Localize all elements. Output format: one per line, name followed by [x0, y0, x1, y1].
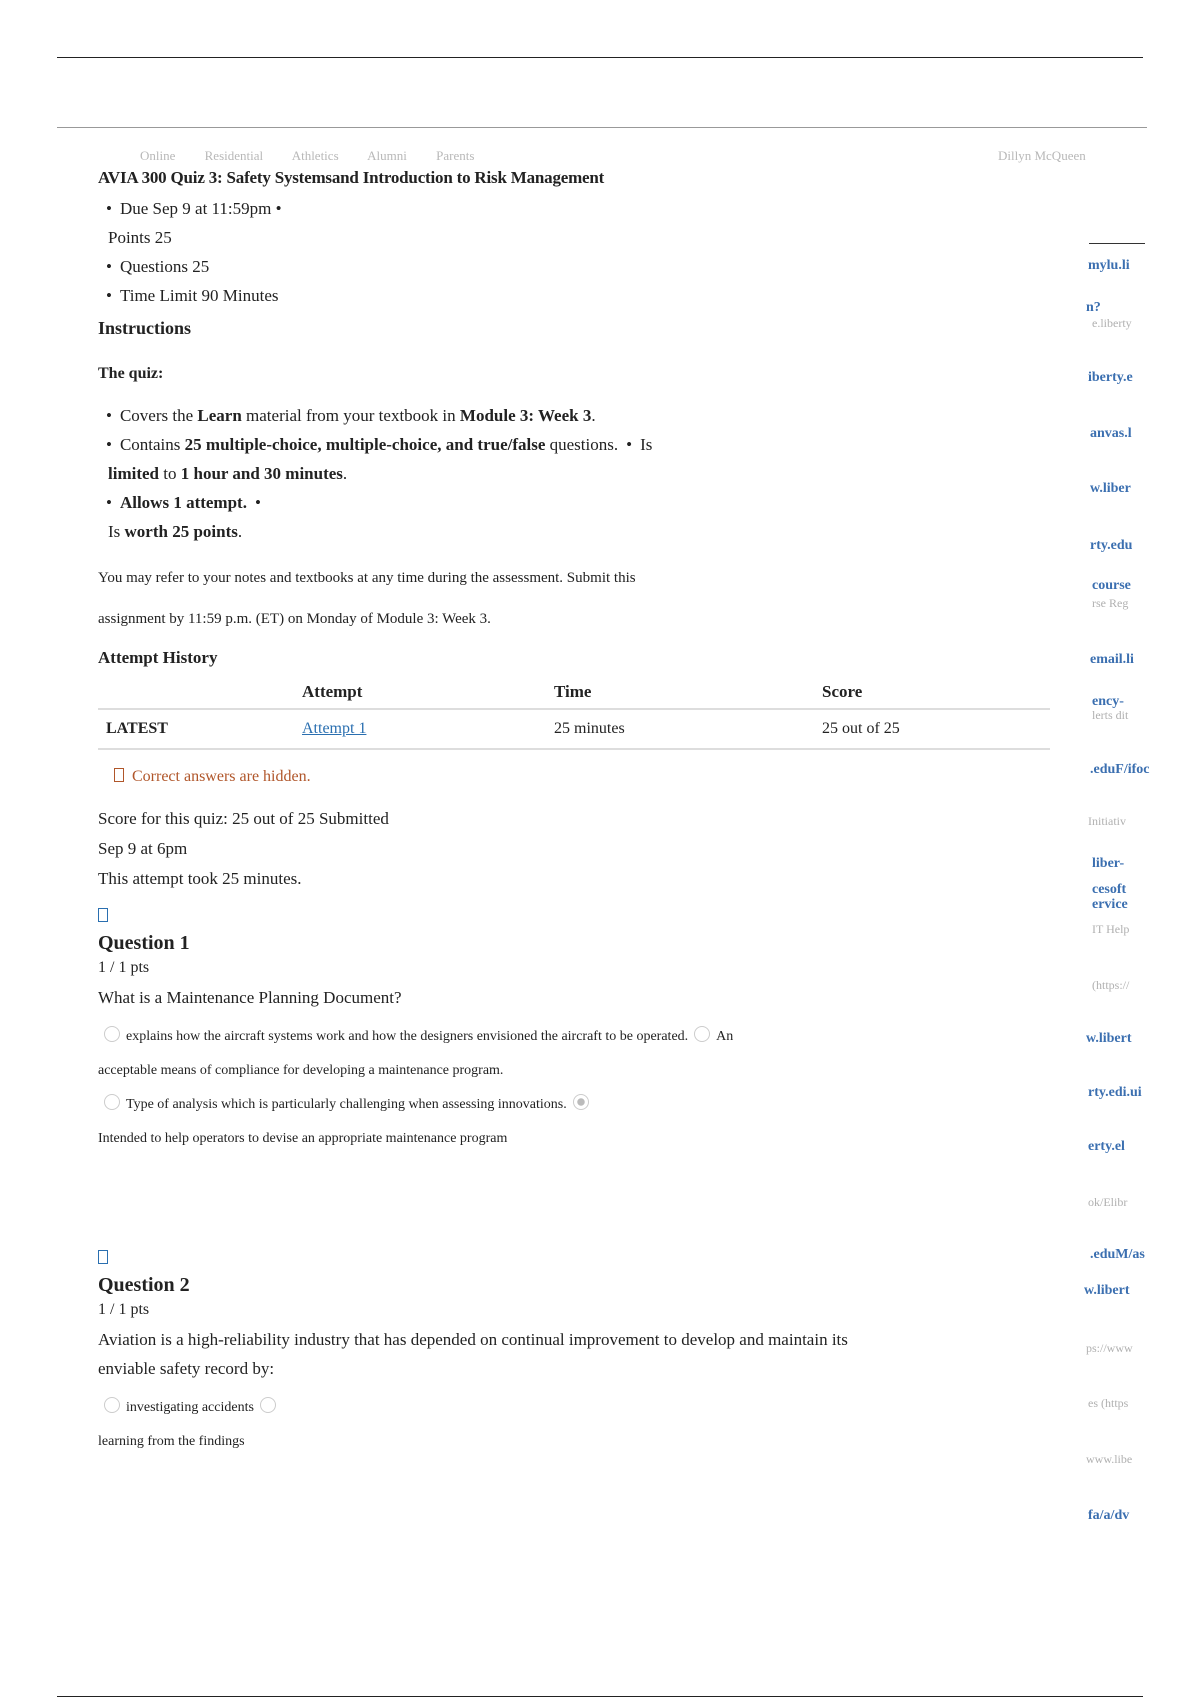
sidebar-link[interactable]: course: [1092, 578, 1131, 593]
sidebar-link: (https://: [1092, 978, 1130, 992]
answer-label: explains how the aircraft systems work and how the designers envisioned the aircraft to be operated.: [126, 1029, 689, 1044]
sidebar-link[interactable]: mylu.li: [1088, 258, 1130, 273]
answer-label: investigating accidents: [126, 1400, 254, 1415]
quiz-meta: [98, 194, 1058, 310]
answer-label: learning from the findings: [98, 1434, 245, 1449]
answer-label: An: [716, 1029, 734, 1044]
sidebar-link[interactable]: anvas.l: [1090, 426, 1132, 441]
top-nav: [140, 148, 500, 164]
score-summary: Score for this quiz: 25 out of 25 Submitted Sep 9 at 6pm This attempt took 25 minutes.: [98, 809, 389, 888]
sidebar-link: www.libe: [1086, 1452, 1133, 1466]
sidebar-link[interactable]: w.liber: [1090, 481, 1131, 496]
sidebar-link[interactable]: w.libert: [1086, 1031, 1132, 1046]
sidebar-link[interactable]: ervice: [1092, 897, 1128, 912]
flag-question-icon[interactable]: [98, 908, 108, 922]
attempt-link[interactable]: Attempt 1: [302, 720, 367, 737]
sidebar-link[interactable]: cesoft: [1092, 882, 1127, 897]
nav-parents[interactable]: Parents: [436, 148, 475, 163]
sidebar-link: IT Help: [1092, 922, 1130, 936]
answer-radio[interactable]: [104, 1026, 120, 1042]
time-limit: • Time Limit 90 Minutes: [98, 281, 1058, 310]
sidebar-link[interactable]: .eduM/as: [1090, 1247, 1145, 1262]
table-header-row: Attempt Time Score: [98, 678, 1050, 709]
sidebar-link: ps://www: [1086, 1341, 1133, 1355]
user-name[interactable]: Dillyn McQueen: [998, 148, 1086, 163]
sidebar-link[interactable]: email.li: [1090, 652, 1134, 667]
sidebar-link[interactable]: n?: [1086, 300, 1101, 315]
sidebar-link[interactable]: w.libert: [1084, 1283, 1130, 1298]
question-points: 1 / 1 pts: [98, 959, 150, 976]
sidebar-link[interactable]: ency-: [1092, 694, 1124, 709]
due-date: • Due Sep 9 at 11:59pm •: [98, 194, 1058, 223]
question-points: 1 / 1 pts: [98, 1301, 150, 1318]
answer-radio[interactable]: [104, 1397, 120, 1413]
answer-label: Type of analysis which is particularly challenging when assessing innovations.: [126, 1097, 567, 1112]
question-1: [98, 908, 1058, 1156]
sidebar-link[interactable]: rty.edu: [1090, 538, 1133, 553]
sidebar-link: e.liberty: [1092, 316, 1132, 330]
bottom-rule: [57, 1696, 1143, 1697]
question-title: Question 2: [98, 1274, 190, 1296]
answer-label: Intended to help operators to devise an appropriate maintenance program: [98, 1131, 508, 1146]
answer-radio[interactable]: [104, 1094, 120, 1110]
nav-online[interactable]: Online: [140, 148, 176, 163]
answer-radio[interactable]: [694, 1026, 710, 1042]
question-count: • Questions 25: [98, 252, 1058, 281]
sidebar-link[interactable]: iberty.e: [1088, 370, 1133, 385]
nav-residential[interactable]: Residential: [204, 148, 264, 163]
answer-label: acceptable means of compliance for developing a maintenance program.: [98, 1063, 504, 1078]
question-2: [98, 1250, 1058, 1459]
sidebar-link[interactable]: .eduF/ifoc: [1090, 762, 1150, 777]
points: Points 25: [108, 228, 172, 247]
instruction-covers: • Covers the Learn material from your textbook in Module 3: Week 3.: [98, 401, 1058, 430]
attempt-history-heading: Attempt History: [98, 648, 218, 667]
question-text: Aviation is a high-reliability industry that has depended on continual improvement to develop and maintain its enviable safety record by:: [98, 1330, 848, 1378]
answer-radio[interactable]: [260, 1397, 276, 1413]
table-row: [98, 709, 1050, 749]
nav-alumni[interactable]: Alumni: [367, 148, 407, 163]
instructions-note: You may refer to your notes and textbooks at any time during the assessment. Submit this assignment by 11:59 p.m. (ET) on Monday of Module 3: Week 3.: [98, 570, 636, 627]
instructions-heading: Instructions: [98, 318, 192, 338]
sidebar-rule: [1089, 243, 1145, 244]
instruction-attempts: • Allows 1 attempt.•: [98, 488, 1058, 517]
correct-answers-hidden-notice: Correct answers are hidden.: [114, 768, 1058, 786]
sidebar-link: rse Reg: [1092, 596, 1129, 610]
sidebar-link[interactable]: fa/a/dv: [1088, 1508, 1130, 1523]
nav-athletics[interactable]: Athletics: [291, 148, 339, 163]
quiz-label: The quiz:: [98, 365, 164, 382]
sidebar-link: es (https: [1088, 1396, 1129, 1410]
instructions-list: [98, 401, 1058, 546]
instruction-limited: limited to 1 hour and 30 minutes.: [108, 464, 348, 483]
sidebar-link: lerts dit: [1092, 708, 1129, 722]
top-rule: [57, 57, 1143, 58]
question-text: What is a Maintenance Planning Document?: [98, 988, 402, 1007]
answer-list: [98, 1391, 1058, 1459]
question-title: Question 1: [98, 932, 190, 954]
answer-radio-selected[interactable]: [573, 1094, 589, 1110]
answer-list: [98, 1020, 1058, 1156]
sidebar-link: Initiativ: [1088, 814, 1126, 828]
attempt-time: 25 minutes: [546, 709, 814, 749]
instruction-worth: Is worth 25 points.: [108, 522, 243, 541]
quiz-title: AVIA 300 Quiz 3: Safety Systemsand Introduction to Risk Management: [98, 168, 605, 187]
instruction-contains: • Contains 25 multiple-choice, multiple-choice, and true/false questions.• Is: [98, 430, 1058, 459]
sidebar-link[interactable]: erty.el: [1088, 1139, 1125, 1154]
sidebar-link[interactable]: rty.edi.ui: [1088, 1085, 1142, 1100]
flag-question-icon[interactable]: [98, 1250, 108, 1264]
header-rule: [57, 127, 1147, 128]
attempt-score: 25 out of 25: [814, 709, 1050, 749]
quiz-content: [98, 168, 1058, 1459]
latest-label: LATEST: [98, 709, 294, 749]
warning-icon: [114, 768, 124, 782]
sidebar-link[interactable]: liber-: [1092, 856, 1125, 871]
sidebar-link: ok/Elibr: [1088, 1195, 1128, 1209]
attempt-history-table: [98, 678, 1050, 750]
